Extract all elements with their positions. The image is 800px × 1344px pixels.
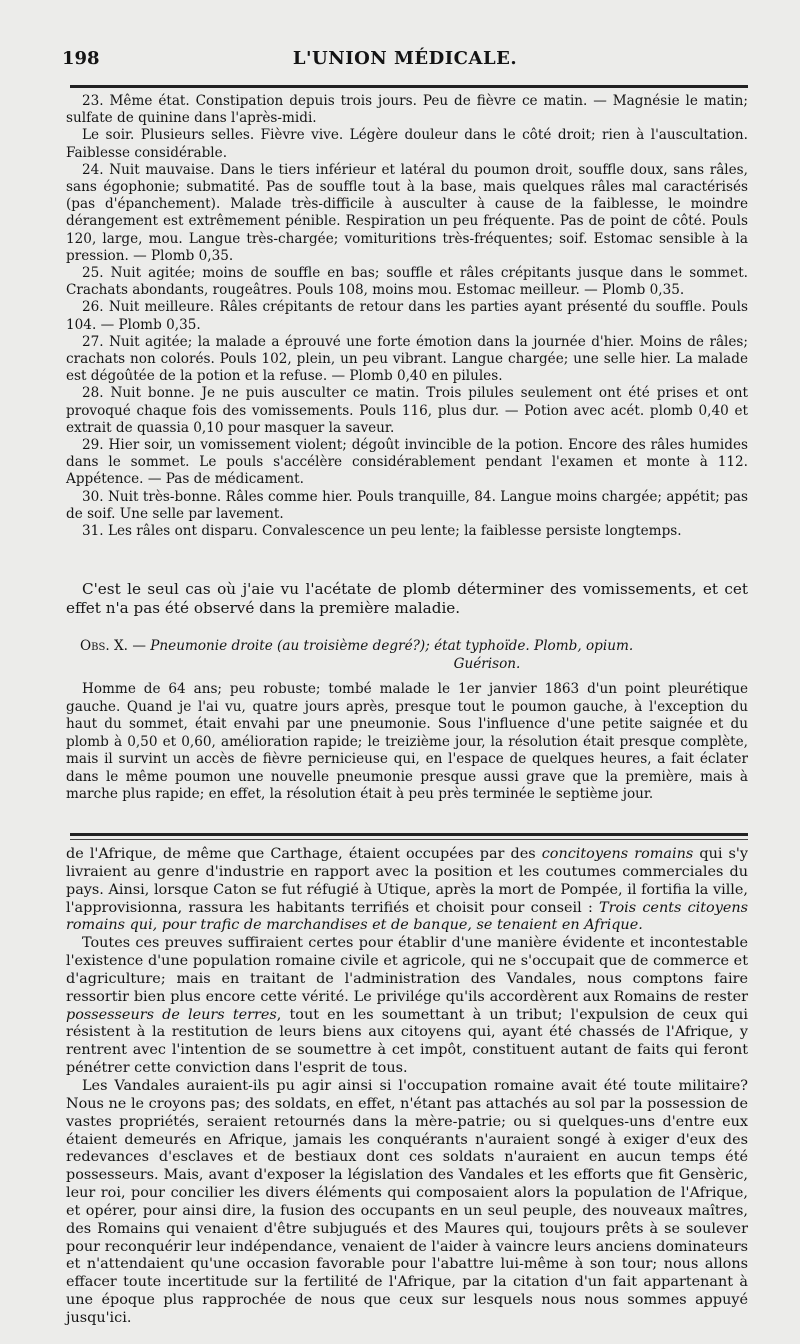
case-daily-entries [66, 93, 748, 540]
entry-27: 27. Nuit agitée; la malade a éprouvé une forte émotion dans la journée d'hier. Moins de râles; crachats non colorés. Pouls 102, plein, un peu vibrant. Langue chargée; une selle hier. La malade est dégoûtée de la potion et la refuse. — Plomb 0,40 en pilules. [66, 333, 748, 385]
feuilleton-text [66, 846, 748, 1328]
running-header [62, 48, 748, 78]
observation-heading [66, 638, 748, 656]
feuilleton-paragraph-3: Les Vandales auraient-ils pu agir ainsi si l'occupation romaine avait été toute militaire? Nous ne le croyons pas; des soldats, en effet, n'étant pas attachés au sol par la possession de vastes propriétés, seraient retournés dans la mère-patrie; ou si quelques-uns d'entre eux étaient demeurés en Afrique, jamais les conquérants n'auraient songé à exiger d'eux des redevances d'esclaves et de bestiaux dont ces soldats n'auraient en aucun temps été possesseurs. Mais, avant d'exposer la législation des Vandales et les efforts que fit Gensèric, leur roi, pour concilier les divers éléments qui composaient alors la population de l'Afrique, et opérer, pour ainsi dire, la fusion des occupants en un seul peuple, des nouveaux maîtres, des Romains qui venaient d'être subjugués et des Maures qui, toujours prêts à se soulever pour reconquérir leur indépendance, venaient de l'aider à vaincre leurs anciens dominateurs et n'attendaient qu'une occasion favorable pour l'abattre lui-même à son tour; nous allons effacer toute incertitude sur la fertilité de l'Afrique, par la citation d'un fait appartenant à une époque plus rapprochée de nous que ceux sur lesquels nous nous sommes appuyé jusqu'ici. [66, 1077, 748, 1326]
journal-title: L'UNION MÉDICALE. [292, 48, 518, 69]
observation-x [66, 638, 748, 804]
entry-24: 24. Nuit mauvaise. Dans le tiers inférieur et latéral du poumon droit, souffle doux, sans râles, sans égophonie; submatité. Pas de souffle tout à la base, mais quelques râles mal caractérisés (pas d'épanchement). Malade très-difficile à ausculter à cause de la faiblesse, le moindre dérangement est extrêmement pénible. Respiration un peu fréquente. Pas de point de côté. Pouls 120, large, mou. Langue très-chargée; vomituritions très-fréquentes; soif. Estomac sensible à la pression. — Plomb 0,35. [66, 161, 748, 264]
text-run: Toutes ces preuves suffiraient certes pour établir d'une manière évidente et incontestable l'existence d'une population romaine civile et agricole, qui ne s'occupait que de commerce et d'agriculture; mais en traitant de l'administration des Vandales, nous comptons faire ressortir bien plus encore cette vérité. Le privilége qu'ils accordèrent aux Romains de rester [66, 935, 748, 1005]
observation-label: Obs. X. [80, 638, 128, 654]
entry-23: 23. Même état. Constipation depuis trois jours. Peu de fièvre ce matin. — Magnésie le matin; sulfate de quinine dans l'après-midi. [66, 93, 748, 127]
conclusion-text: C'est le seul cas où j'aie vu l'acétate de plomb déterminer des vomissements, et cet effet n'a pas été observé dans la première maladie. [66, 580, 748, 617]
entry-28: 28. Nuit bonne. Je ne puis ausculter ce matin. Trois pilules seulement ont été prises et ont provoqué chaque fois des vomissements. Pouls 116, plus dur. — Potion avec acét. plomb 0,40 et extrait de quassia 0,10 pour masquer la saveur. [66, 385, 748, 436]
page-number: 198 [62, 48, 100, 69]
entry-31: 31. Les râles ont disparu. Convalescence un peu lente; la faiblesse persiste longtemps. [82, 523, 682, 540]
header-rule [70, 85, 748, 88]
italic-quote: Trois cents citoyens romains qui, pour trafic de marchandises et de banque, se tenaient en Afrique. [66, 899, 749, 934]
entry-29: 29. Hier soir, un vomissement violent; dégoût invincible de la potion. Encore des râles humides dans le sommet. Le pouls s'accélère considérablement pendant l'examen et monte à 112. Appétence. — Pas de médicament. [66, 437, 748, 488]
text-run: de l'Afrique, de même que Carthage, étaient occupées par des [66, 846, 542, 862]
text-run: , tout en les soumettant à un tribut; l'expulsion de ceux qui résistent à la restitution de leurs biens aux citoyens qui, ayant été chassés de l'Afrique, y rentrent avec l'intention de se soumettre à cet impôt, constituent autant de faits qui feront pénétrer cette conviction dans l'esprit de tous. [66, 1006, 749, 1077]
conclusion-block [66, 580, 748, 618]
italic-run: possesseurs de leurs terres [66, 1006, 277, 1023]
italic-run: concitoyens romains [541, 846, 694, 862]
observation-title: Pneumonie droite (au troisième degré?); état typhoïde. Plomb, opium. [150, 638, 634, 654]
observation-dash: — [132, 638, 146, 654]
observation-subtitle: Guérison. [453, 655, 521, 672]
entry-23-evening: Le soir. Plusieurs selles. Fièvre vive. Légère douleur dans le côté droit; rien à l'auscultation. Faiblesse considérable. [66, 127, 748, 161]
entry-30: 30. Nuit très-bonne. Râles comme hier. Pouls tranquille, 84. Langue moins chargée; appétit; pas de soif. Une selle par lavement. [66, 488, 748, 522]
text-run: qui s'y livraient au genre d'industrie en rapport avec la position et les coutumes commerciales du pays. Ainsi, lorsque Caton se fut réfugié à Utique, après la mort de Pompée, il fortifia la ville, l'approvisionna, rassura les habitants terrifiés et choisit pour conseil : [66, 846, 749, 916]
feuilleton-paragraph-2 [66, 935, 748, 1078]
feuilleton-paragraph-1 [66, 846, 748, 935]
entry-26: 26. Nuit meilleure. Râles crépitants de retour dans les parties ayant présenté du souffle. Pouls 104. — Plomb 0,35. [66, 299, 748, 333]
feuilleton-rule-thin [70, 839, 748, 840]
feuilleton-rule-thick [70, 833, 748, 836]
observation-body: Homme de 64 ans; peu robuste; tombé malade le 1er janvier 1863 d'un point pleurétique gauche. Quand je l'ai vu, quatre jours après, presque tout le poumon gauche, à l'exception du haut du sommet, était envahi par une pneumonie. Sous l'influence d'une petite saignée et du plomb à 0,50 et 0,60, amélioration rapide; le treizième jour, la résolution était presque complète, mais il survint un accès de fièvre pernicieuse qui, en l'espace de quelques heures, a fait éclater dans le même poumon une nouvelle pneumonie presque aussi grave que la première, mais à marche plus rapide; en effet, la résolution était à peu près terminée le septième jour. [66, 681, 748, 802]
entry-25: 25. Nuit agitée; moins de souffle en bas; souffle et râles crépitants jusque dans le sommet. Crachats abondants, rougeâtres. Pouls 108, moins mou. Estomac meilleur. — Plomb 0,35. [66, 265, 748, 299]
